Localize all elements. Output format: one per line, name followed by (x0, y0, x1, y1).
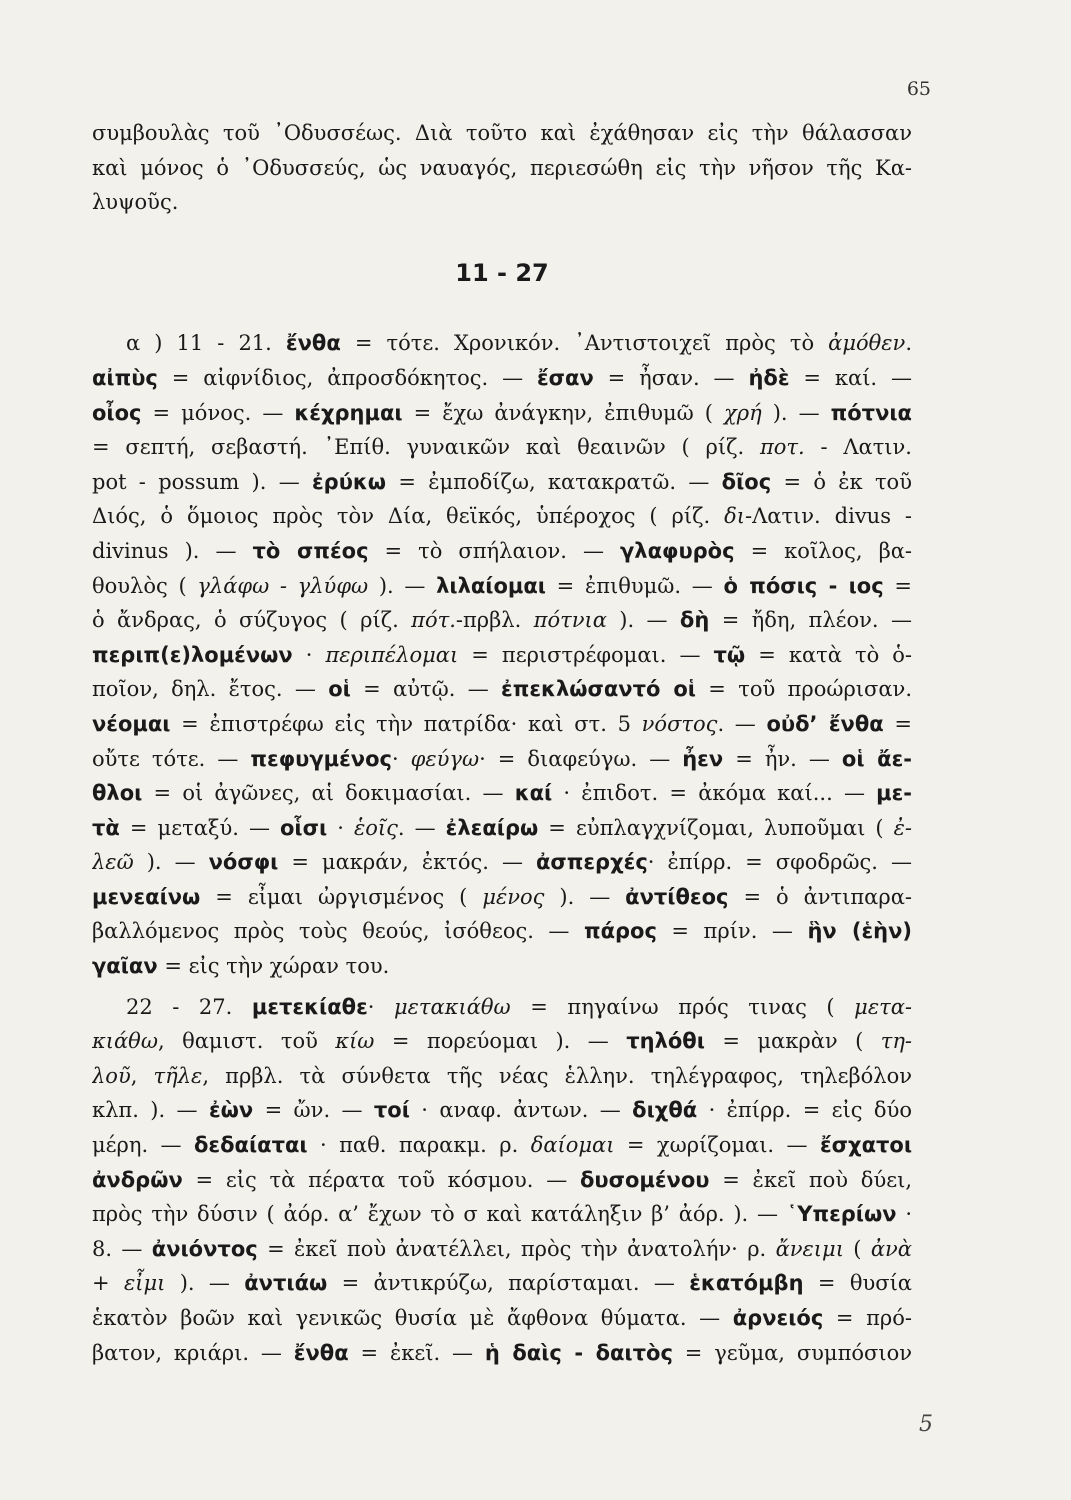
text-line: μενεαίνω = εἶμαι ὠργισμένος ( μένος ). — ἀντίθεος = ὁ ἀντιπαρα- (92, 884, 912, 909)
section-heading: 11 - 27 (455, 258, 549, 287)
text-line: 22 - 27. μετεκίαθε· μετακιάθω = πηγαίνω πρός τινας ( μετα- (126, 994, 912, 1019)
page-number: 65 (906, 78, 931, 100)
text-line: 8. — ἀνιόντος = ἐκεῖ ποὺ ἀνατέλλει, πρὸς τὴν ἀνατολήν· ρ. ἄνειμι ( ἀνὰ (92, 1236, 912, 1261)
text-line: ὁ ἄνδρας, ὁ σύζυγος ( ρίζ. πότ.-πρβλ. πότνια ). — δὴ = ἤδη, πλέον. — (92, 608, 912, 633)
body-text (92, 116, 912, 1370)
text-line: τὰ = μεταξύ. — οἷσι · ἑοῖς. — ἐλεαίρω = εὐπλαγχνίζομαι, λυποῦμαι ( ἐ- (92, 815, 912, 840)
text-line: βατον, κριάρι. — ἔνθα = ἐκεῖ. — ἡ δαὶς - δαιτὸς = γεῦμα, συμπόσιον (92, 1340, 912, 1365)
text-line: divinus ). — τὸ σπέος = τὸ σπήλαιον. — γλαφυρὸς = κοῖλος, βα- (92, 538, 912, 563)
text-line: λεῶ ). — νόσφι = μακράν, ἐκτός. — ἀσπερχές· ἐπίρρ. = σφοδρῶς. — (92, 850, 912, 875)
signature-mark: 5 (919, 1412, 933, 1437)
text-line: οἶος = μόνος. — κέχρημαι = ἔχω ἀνάγκην, ἐπιθυμῶ ( χρή ). — πότνια (92, 400, 912, 425)
text-line: Διός, ὁ ὅμοιος πρὸς τὸν Δία, θεϊκός, ὑπέροχος ( ρίζ. δι-Λατιν. divus - (92, 504, 912, 529)
text-line: κιάθω, θαμιστ. τοῦ κίω = πορεύομαι ). — τηλόθι = μακρὰν ( τη- (92, 1029, 912, 1054)
text-line: νέομαι = ἐπιστρέφω εἰς τὴν πατρίδα· καὶ στ. 5 νόστος. — οὐδ’ ἔνθα = (92, 711, 912, 736)
text-line: ποῖον, δηλ. ἔτος. — οἱ = αὐτῷ. — ἐπεκλώσαντό οἱ = τοῦ προώρισαν. (92, 677, 912, 702)
text-line: θουλὸς ( γλάφω - γλύφω ). — λιλαίομαι = ἐπιθυμῶ. — ὁ πόσις - ιος = (92, 573, 912, 598)
text-line: θλοι = οἱ ἀγῶνες, αἱ δοκιμασίαι. — καί · ἐπιδοτ. = ἀκόμα καί... — με- (92, 781, 912, 806)
text-line: καὶ μόνος ὁ ᾿Οδυσσεύς, ὡς ναυαγός, περιεσώθη εἰς τὴν νῆσον τῆς Κα- (92, 155, 912, 180)
text-line: κλπ. ). — ἐὼν = ὤν. — τοί · αναφ. ἀντων. — διχθά · ἐπίρρ. = εἰς δύο (92, 1098, 912, 1123)
text-line: pot - possum ). — ἐρύκω = ἐμποδίζω, κατακρατῶ. — δῖος = ὁ ἐκ τοῦ (92, 469, 912, 494)
text-line: ἑκατὸν βοῶν καὶ γενικῶς θυσία μὲ ἄφθονα θύματα. — ἀρνειός = πρό- (92, 1306, 912, 1330)
text-line: περιπ(ε)λομένων · περιπέλομαι = περιστρέφομαι. — τῷ = κατὰ τὸ ὁ- (92, 642, 912, 667)
text-line: λυψοῦς. (92, 190, 179, 215)
text-line: οὔτε τότε. — πεφυγμένος· φεύγω· = διαφεύγω. — ἦεν = ἦν. — οἱ ἄε- (92, 746, 912, 771)
text-line: = σεπτή, σεβαστή. ᾿Επίθ. γυναικῶν καὶ θεαινῶν ( ρίζ. ποτ. - Λατιν. (92, 435, 912, 460)
text-line: μέρη. — δεδαίαται · παθ. παρακμ. ρ. δαίομαι = χωρίζομαι. — ἔσχατοι (92, 1133, 912, 1158)
text-line: λοῦ, τῆλε, πρβλ. τὰ σύνθετα τῆς νέας ἑλλην. τηλέγραφος, τηλεβόλον (92, 1063, 912, 1088)
text-line: γαῖαν = εἰς τὴν χώραν του. (92, 954, 390, 979)
text-line: πρὸς τὴν δύσιν ( ἀόρ. α’ ἔχων τὸ σ καὶ κατάληξιν β’ ἀόρ. ). — ῾Υπερίων · (92, 1202, 912, 1227)
text-line: ἀνδρῶν = εἰς τὰ πέρατα τοῦ κόσμου. — δυσομένου = ἐκεῖ ποὺ δύει, (92, 1167, 912, 1192)
text-line: α ) 11 - 21. ἔνθα = τότε. Χρονικόν. ᾿Αντιστοιχεῖ πρὸς τὸ ἀμόθεν. (126, 331, 912, 356)
text-line: βαλλόμενος πρὸς τοὺς θεούς, ἰσόθεος. — πάρος = πρίν. — ἣν (ἑὴν) (92, 919, 912, 944)
text-line: συμβουλὰς τοῦ ᾿Οδυσσέως. Διὰ τοῦτο καὶ ἐχάθησαν εἰς τὴν θάλασσαν (92, 121, 912, 145)
text-line: + εἶμι ). — ἀντιάω = ἀντικρύζω, παρίσταμαι. — ἑκατόμβη = θυσία (92, 1271, 912, 1296)
text-line: αἰπὺς = αἰφνίδιος, ἀπροσδόκητος. — ἔσαν = ἦσαν. — ἠδὲ = καί. — (92, 365, 912, 390)
